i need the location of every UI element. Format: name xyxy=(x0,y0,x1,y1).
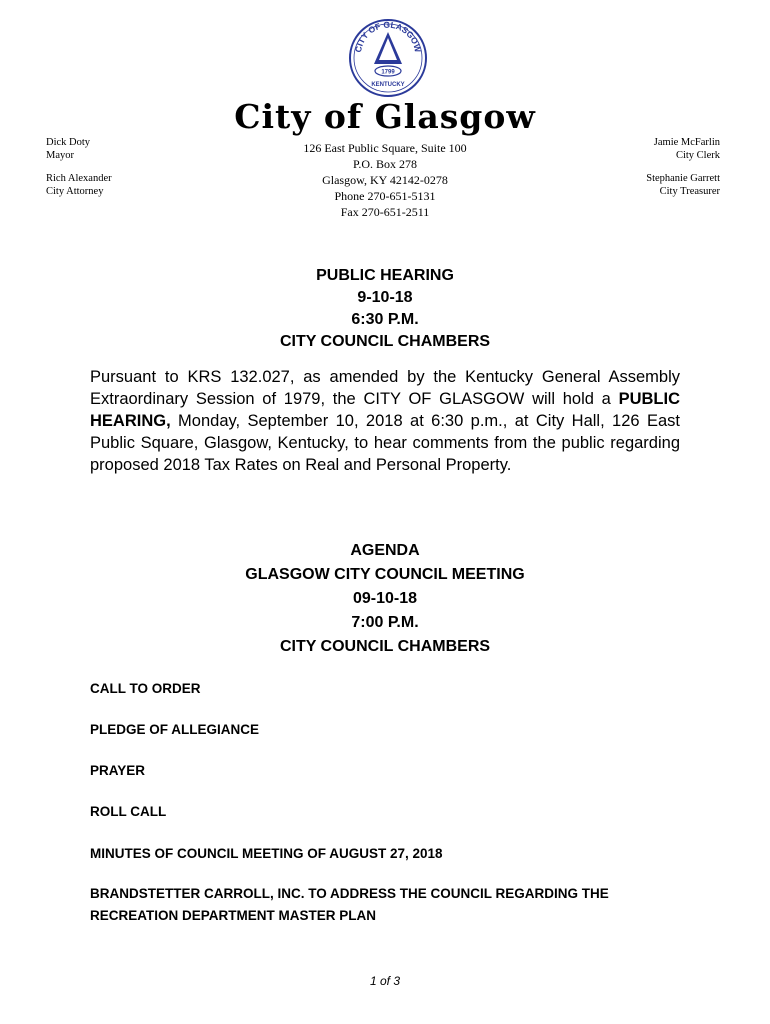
agenda-time: 7:00 P.M. xyxy=(351,614,419,631)
agenda-location: CITY COUNCIL CHAMBERS xyxy=(279,638,491,655)
official-mayor-title: Mayor xyxy=(46,150,74,161)
letterhead-title: City of Glasgow xyxy=(234,97,536,136)
notice-text-part1: Pursuant to KRS 132.027, as amended by the Kentucky General Assembly Extraordinary Session of 1979, the CITY OF GLASGOW will hold a xyxy=(90,368,680,408)
hearing-notice-paragraph xyxy=(90,366,680,476)
agenda-item-roll-call: ROLL CALL xyxy=(90,804,167,819)
address-line-phone: Phone 270-651-5131 xyxy=(334,189,436,203)
official-clerk-title: City Clerk xyxy=(675,150,720,161)
notice-text-bold: PUBLIC HEARING, xyxy=(90,390,680,430)
agenda-heading: AGENDA xyxy=(350,542,420,559)
address-line-city: Glasgow, KY 42142-0278 xyxy=(322,173,448,187)
hearing-location: CITY COUNCIL CHAMBERS xyxy=(279,333,491,350)
hearing-date: 9-10-18 xyxy=(357,289,413,306)
address-line-pobox: P.O. Box 278 xyxy=(352,157,417,171)
agenda-meeting-name: GLASGOW CITY COUNCIL MEETING xyxy=(245,566,525,583)
hearing-time: 6:30 P.M. xyxy=(351,311,419,328)
hearing-heading: PUBLIC HEARING xyxy=(316,267,454,284)
seal-state: KENTUCKY xyxy=(371,82,405,88)
official-clerk-name: Jamie McFarlin xyxy=(653,137,720,148)
agenda-item-prayer: PRAYER xyxy=(90,763,146,778)
seal-year: 1799 xyxy=(381,69,395,76)
agenda-item-call-to-order: CALL TO ORDER xyxy=(90,681,201,696)
agenda-date: 09-10-18 xyxy=(352,590,418,607)
agenda-item-pledge: PLEDGE OF ALLEGIANCE xyxy=(90,722,260,737)
address-line-fax: Fax 270-651-2511 xyxy=(340,205,430,219)
official-attorney-name: Rich Alexander xyxy=(46,173,112,184)
address-line-street: 126 East Public Square, Suite 100 xyxy=(303,141,467,155)
official-treasurer-name: Stephanie Garrett xyxy=(646,173,720,184)
official-attorney-title: City Attorney xyxy=(46,186,104,197)
notice-text-part2: Monday, September 10, 2018 at 6:30 p.m., at City Hall, 126 East Public Square, Glasgow, Kentucky, to hear comments from the public regarding proposed 2018 Tax Rates on Real and Personal Property. xyxy=(90,412,680,474)
agenda-item-minutes: MINUTES OF COUNCIL MEETING OF AUGUST 27, 2018 xyxy=(90,846,443,861)
official-mayor-name: Dick Doty xyxy=(46,137,91,148)
page-number: 1 of 3 xyxy=(369,974,401,988)
city-seal-logo xyxy=(348,18,428,98)
official-treasurer-title: City Treasurer xyxy=(659,186,720,197)
agenda-item-brandstetter: BRANDSTETTER CARROLL, INC. TO ADDRESS THE COUNCIL REGARDING THE RECREATION DEPARTMENT MASTER PLAN xyxy=(90,886,609,923)
seal-top-text: CITY OF GLASGOW xyxy=(353,19,424,54)
